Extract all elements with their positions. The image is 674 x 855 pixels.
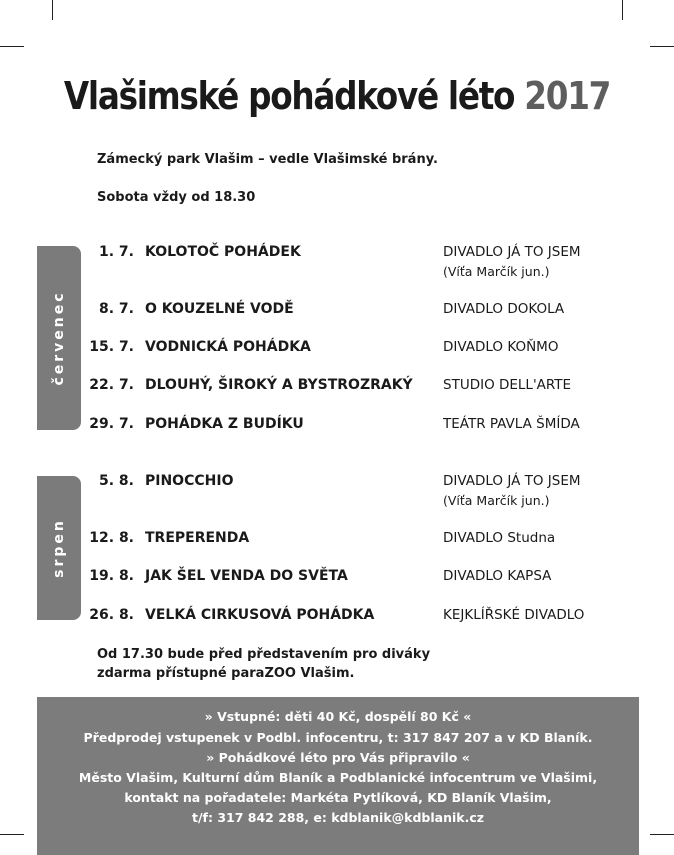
event-date: 29. 7. <box>89 416 134 432</box>
month-label: srpen <box>51 518 67 578</box>
event-theatre: STUDIO DELL'ARTE <box>443 377 572 393</box>
event-show: VELKÁ CIRKUSOVÁ POHÁDKA <box>145 607 375 623</box>
footer-line: t/f: 317 842 288, e: kdblanik@kdblanik.cz <box>191 810 485 825</box>
event-date: 1. 7. <box>99 244 134 260</box>
event-theatre: TEÁTR PAVLA ŠMÍDA <box>443 416 580 432</box>
crop-mark-top-right-h <box>650 46 674 47</box>
event-date: 12. 8. <box>89 530 134 546</box>
info-footer <box>37 697 639 855</box>
event-date: 8. 7. <box>99 301 134 317</box>
venue-text: Zámecký park Vlašim – vedle Vlašimské brány. <box>97 152 438 167</box>
crop-mark-bottom-right-h <box>650 834 674 835</box>
footer-line: » Vstupné: děti 40 Kč, dospělí 80 Kč « <box>204 709 472 724</box>
crop-mark-top-left-h <box>0 46 24 47</box>
title-main: Vlašimské pohádkové léto <box>63 74 515 118</box>
footer-line: Město Vlašim, Kulturní dům Blaník a Podblanické infocentrum ve Vlašimi, <box>78 770 598 785</box>
event-show: POHÁDKA Z BUDÍKU <box>145 416 304 432</box>
event-date: 15. 7. <box>89 339 134 355</box>
event-show: TREPERENDA <box>145 530 250 546</box>
event-show: DLOUHÝ, ŠIROKÝ A BYSTROZRAKÝ <box>145 377 413 393</box>
event-date: 19. 8. <box>89 568 134 584</box>
event-show: VODNICKÁ POHÁDKA <box>145 339 311 355</box>
event-theatre: DIVADLO DOKOLA <box>443 301 565 317</box>
crop-mark-bottom-left-h <box>0 834 24 835</box>
event-date: 22. 7. <box>89 377 134 393</box>
crop-mark-top-right-v <box>622 0 623 20</box>
footer-line: kontakt na pořadatele: Markéta Pytlíková, KD Blaník Vlašim, <box>124 790 552 805</box>
event-show: PINOCCHIO <box>145 473 234 489</box>
event-show: KOLOTOČ POHÁDEK <box>145 244 301 260</box>
page-title <box>47 74 627 118</box>
time-text: Sobota vždy od 18.30 <box>97 190 256 205</box>
title-year: 2017 <box>524 74 611 118</box>
note-line: zdarma přístupné paraZOO Vlašim. <box>97 666 355 681</box>
month-tab-cervenec <box>37 246 81 430</box>
note-line: Od 17.30 bude před představením pro diváky <box>97 647 431 662</box>
event-show: JAK ŠEL VENDA DO SVĚTA <box>145 568 348 584</box>
event-theatre: DIVADLO Studna <box>443 530 556 546</box>
footer-line: » Pohádkové léto pro Vás připravilo « <box>206 750 470 765</box>
event-date: 26. 8. <box>89 607 134 623</box>
event-show: O KOUZELNÉ VODĚ <box>145 301 294 317</box>
event-theatre-note: (Víťa Marčík jun.) <box>443 493 550 508</box>
event-theatre-note: (Víťa Marčík jun.) <box>443 264 550 279</box>
event-date: 5. 8. <box>99 473 134 489</box>
event-theatre: DIVADLO JÁ TO JSEM <box>443 473 581 489</box>
month-tab-srpen <box>37 476 81 620</box>
event-theatre: DIVADLO KOŇMO <box>443 339 559 355</box>
event-theatre: DIVADLO KAPSA <box>443 568 552 584</box>
month-label: červenec <box>51 290 67 386</box>
event-theatre: DIVADLO JÁ TO JSEM <box>443 244 581 260</box>
parazoo-note <box>97 645 430 683</box>
footer-line: Předprodej vstupenek v Podbl. infocentru, t: 317 847 207 a v KD Blaník. <box>83 730 593 745</box>
event-theatre: KEJKLÍŘSKÉ DIVADLO <box>443 607 585 623</box>
crop-mark-top-left-v <box>52 0 53 20</box>
